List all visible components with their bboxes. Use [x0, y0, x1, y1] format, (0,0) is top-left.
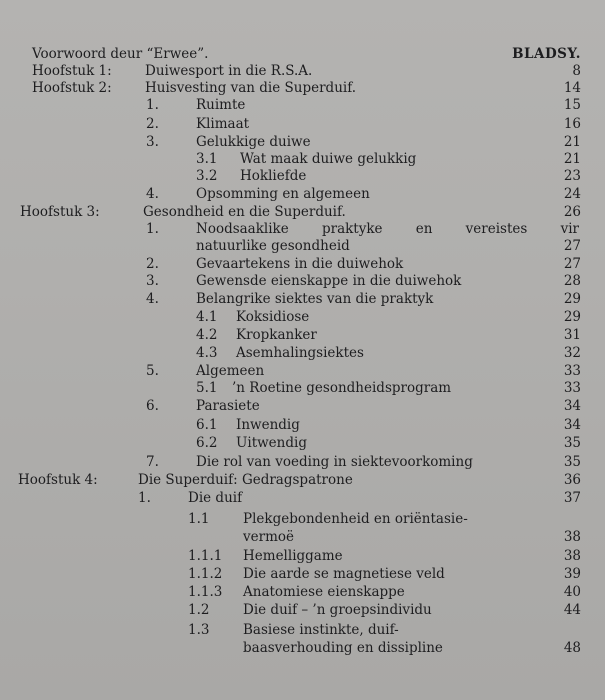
toc-entry-title: Die duif – ’n groepsindividu [243, 602, 432, 618]
chapter-1-title: Duiwesport in die R.S.A. [145, 63, 313, 79]
toc-entry-page: 23 [563, 168, 581, 184]
toc-entry-number: 1.2 [188, 602, 210, 618]
chapter-1-label: Hoofstuk 1: [32, 63, 112, 79]
toc-entry-number: 2. [146, 116, 159, 132]
toc-entry-number: 7. [146, 454, 159, 470]
chapter-3-title: Gesondheid en die Superduif. [143, 204, 346, 220]
toc-entry-page: 21 [563, 134, 581, 150]
toc-entry-page: 21 [563, 151, 581, 167]
title-word: Noodsaaklike [196, 221, 289, 237]
toc-entry-title: Die aarde se magnetiese veld [243, 566, 445, 582]
toc-entry-title: Plekgebondenheid en oriëntasie- [243, 511, 468, 527]
toc-entry-number: 4. [146, 291, 159, 307]
chapter-4-label: Hoofstuk 4: [18, 472, 98, 488]
toc-entry-title: Die duif [188, 490, 243, 506]
toc-entry-page: 29 [563, 291, 581, 307]
toc-entry-page: 44 [563, 602, 581, 618]
toc-entry-page: 33 [563, 363, 581, 379]
toc-entry-number: 1. [146, 97, 159, 113]
toc-entry-page: 32 [563, 345, 581, 361]
toc-entry-page: 34 [563, 417, 581, 433]
toc-entry-page: 48 [563, 640, 581, 656]
toc-entry-page: 28 [563, 273, 581, 289]
toc-entry-number: 1.1.1 [188, 548, 223, 564]
toc-entry-title: Die rol van voeding in siektevoorkoming [196, 454, 473, 470]
toc-entry-number: 3. [146, 134, 159, 150]
toc-entry-title: Basiese instinkte, duif- [243, 622, 399, 638]
toc-entry-title: Gelukkige duiwe [196, 134, 311, 150]
chapter-2-page: 14 [563, 80, 581, 96]
toc-entry-number: 6. [146, 398, 159, 414]
toc-entry-title: Asemhalingsiektes [236, 345, 364, 361]
toc-entry-number: 4. [146, 186, 159, 202]
toc-entry-number: 5.1 [196, 380, 218, 396]
toc-entry-page: 34 [563, 398, 581, 414]
chapter-1-page: 8 [572, 63, 581, 79]
toc-entry-page: 38 [563, 548, 581, 564]
toc-entry-title: Inwendig [236, 417, 300, 433]
toc-entry-title: Uitwendig [236, 435, 307, 451]
toc-entry-page: 29 [563, 309, 581, 325]
toc-entry-title: Algemeen [196, 363, 265, 379]
toc-entry-page: 35 [563, 435, 581, 451]
toc-entry-number: 1. [146, 221, 159, 237]
chapter-2-title: Huisvesting van die Superduif. [145, 80, 357, 96]
toc-entry-page: 31 [563, 327, 581, 343]
toc-entry-title: Kropkanker [236, 327, 317, 343]
title-word: praktyke [321, 221, 383, 237]
toc-entry-number: 6.1 [196, 417, 218, 433]
toc-entry-number: 6.2 [196, 435, 218, 451]
toc-entry-title: Opsomming en algemeen [196, 186, 370, 202]
toc-entry-title-continued: baasverhouding en dissipline [243, 640, 443, 656]
chapter-2-label: Hoofstuk 2: [32, 80, 112, 96]
toc-entry-page: 35 [563, 454, 581, 470]
toc-entry-number: 5. [146, 363, 159, 379]
foreword-title: Voorwoord deur “Erwee”. [32, 46, 209, 62]
toc-entry-page: 24 [563, 186, 581, 202]
chapter-4-title: Die Superduif: Gedragspatrone [138, 472, 353, 488]
title-word: en [415, 221, 433, 237]
toc-entry-title: Wat maak duiwe gelukkig [240, 151, 417, 167]
toc-entry-number: 1.1.3 [188, 584, 223, 600]
toc-entry-page: 16 [563, 116, 581, 132]
toc-entry-number: 3.2 [196, 168, 218, 184]
toc-entry-title-continued: natuurlike gesondheid [196, 238, 350, 254]
toc-entry-title: Klimaat [196, 116, 250, 132]
toc-entry-title: Anatomiese eienskappe [243, 584, 405, 600]
toc-entry-title: Hokliefde [240, 168, 307, 184]
toc-entry-page: 15 [563, 97, 581, 113]
toc-entry-page: 38 [563, 529, 581, 545]
toc-entry-title: Parasiete [196, 398, 260, 414]
toc-entry-title-continued: vermoë [243, 529, 294, 545]
toc-entry-title: Belangrike siektes van die praktyk [196, 291, 434, 307]
toc-entry-number: 3. [146, 273, 159, 289]
toc-entry-page: 37 [563, 490, 581, 506]
toc-entry-title: Ruimte [196, 97, 246, 113]
toc-entry-page: 27 [563, 256, 581, 272]
toc-entry-number: 4.1 [196, 309, 218, 325]
toc-entry-number: 1.3 [188, 622, 210, 638]
title-word: vir [560, 221, 579, 237]
page-column-header: BLADSY. [512, 46, 581, 62]
toc-entry-number: 4.2 [196, 327, 218, 343]
toc-entry-number: 1.1.2 [188, 566, 223, 582]
toc-entry-number: 2. [146, 256, 159, 272]
toc-entry-number: 1.1 [188, 511, 210, 527]
toc-entry-title: Hemelliggame [243, 548, 343, 564]
toc-entry-page: 40 [563, 584, 581, 600]
chapter-4-page: 36 [563, 472, 581, 488]
chapter-3-page: 26 [563, 204, 581, 220]
toc-entry-number: 3.1 [196, 151, 218, 167]
chapter-3-label: Hoofstuk 3: [20, 204, 100, 220]
toc-entry-title: Gewensde eienskappe in die duiwehok [196, 273, 462, 289]
toc-entry-page: 33 [563, 380, 581, 396]
toc-entry-page: 39 [563, 566, 581, 582]
toc-entry-title-justified [196, 221, 579, 238]
toc-entry-title: Gevaartekens in die duiwehok [196, 256, 404, 272]
title-word: vereistes [465, 221, 528, 237]
toc-entry-number: 1. [138, 490, 151, 506]
toc-entry-page: 27 [563, 238, 581, 254]
toc-entry-title: ’n Roetine gesondheidsprogram [232, 380, 452, 396]
toc-entry-title: Koksidiose [236, 309, 310, 325]
toc-entry-number: 4.3 [196, 345, 218, 361]
